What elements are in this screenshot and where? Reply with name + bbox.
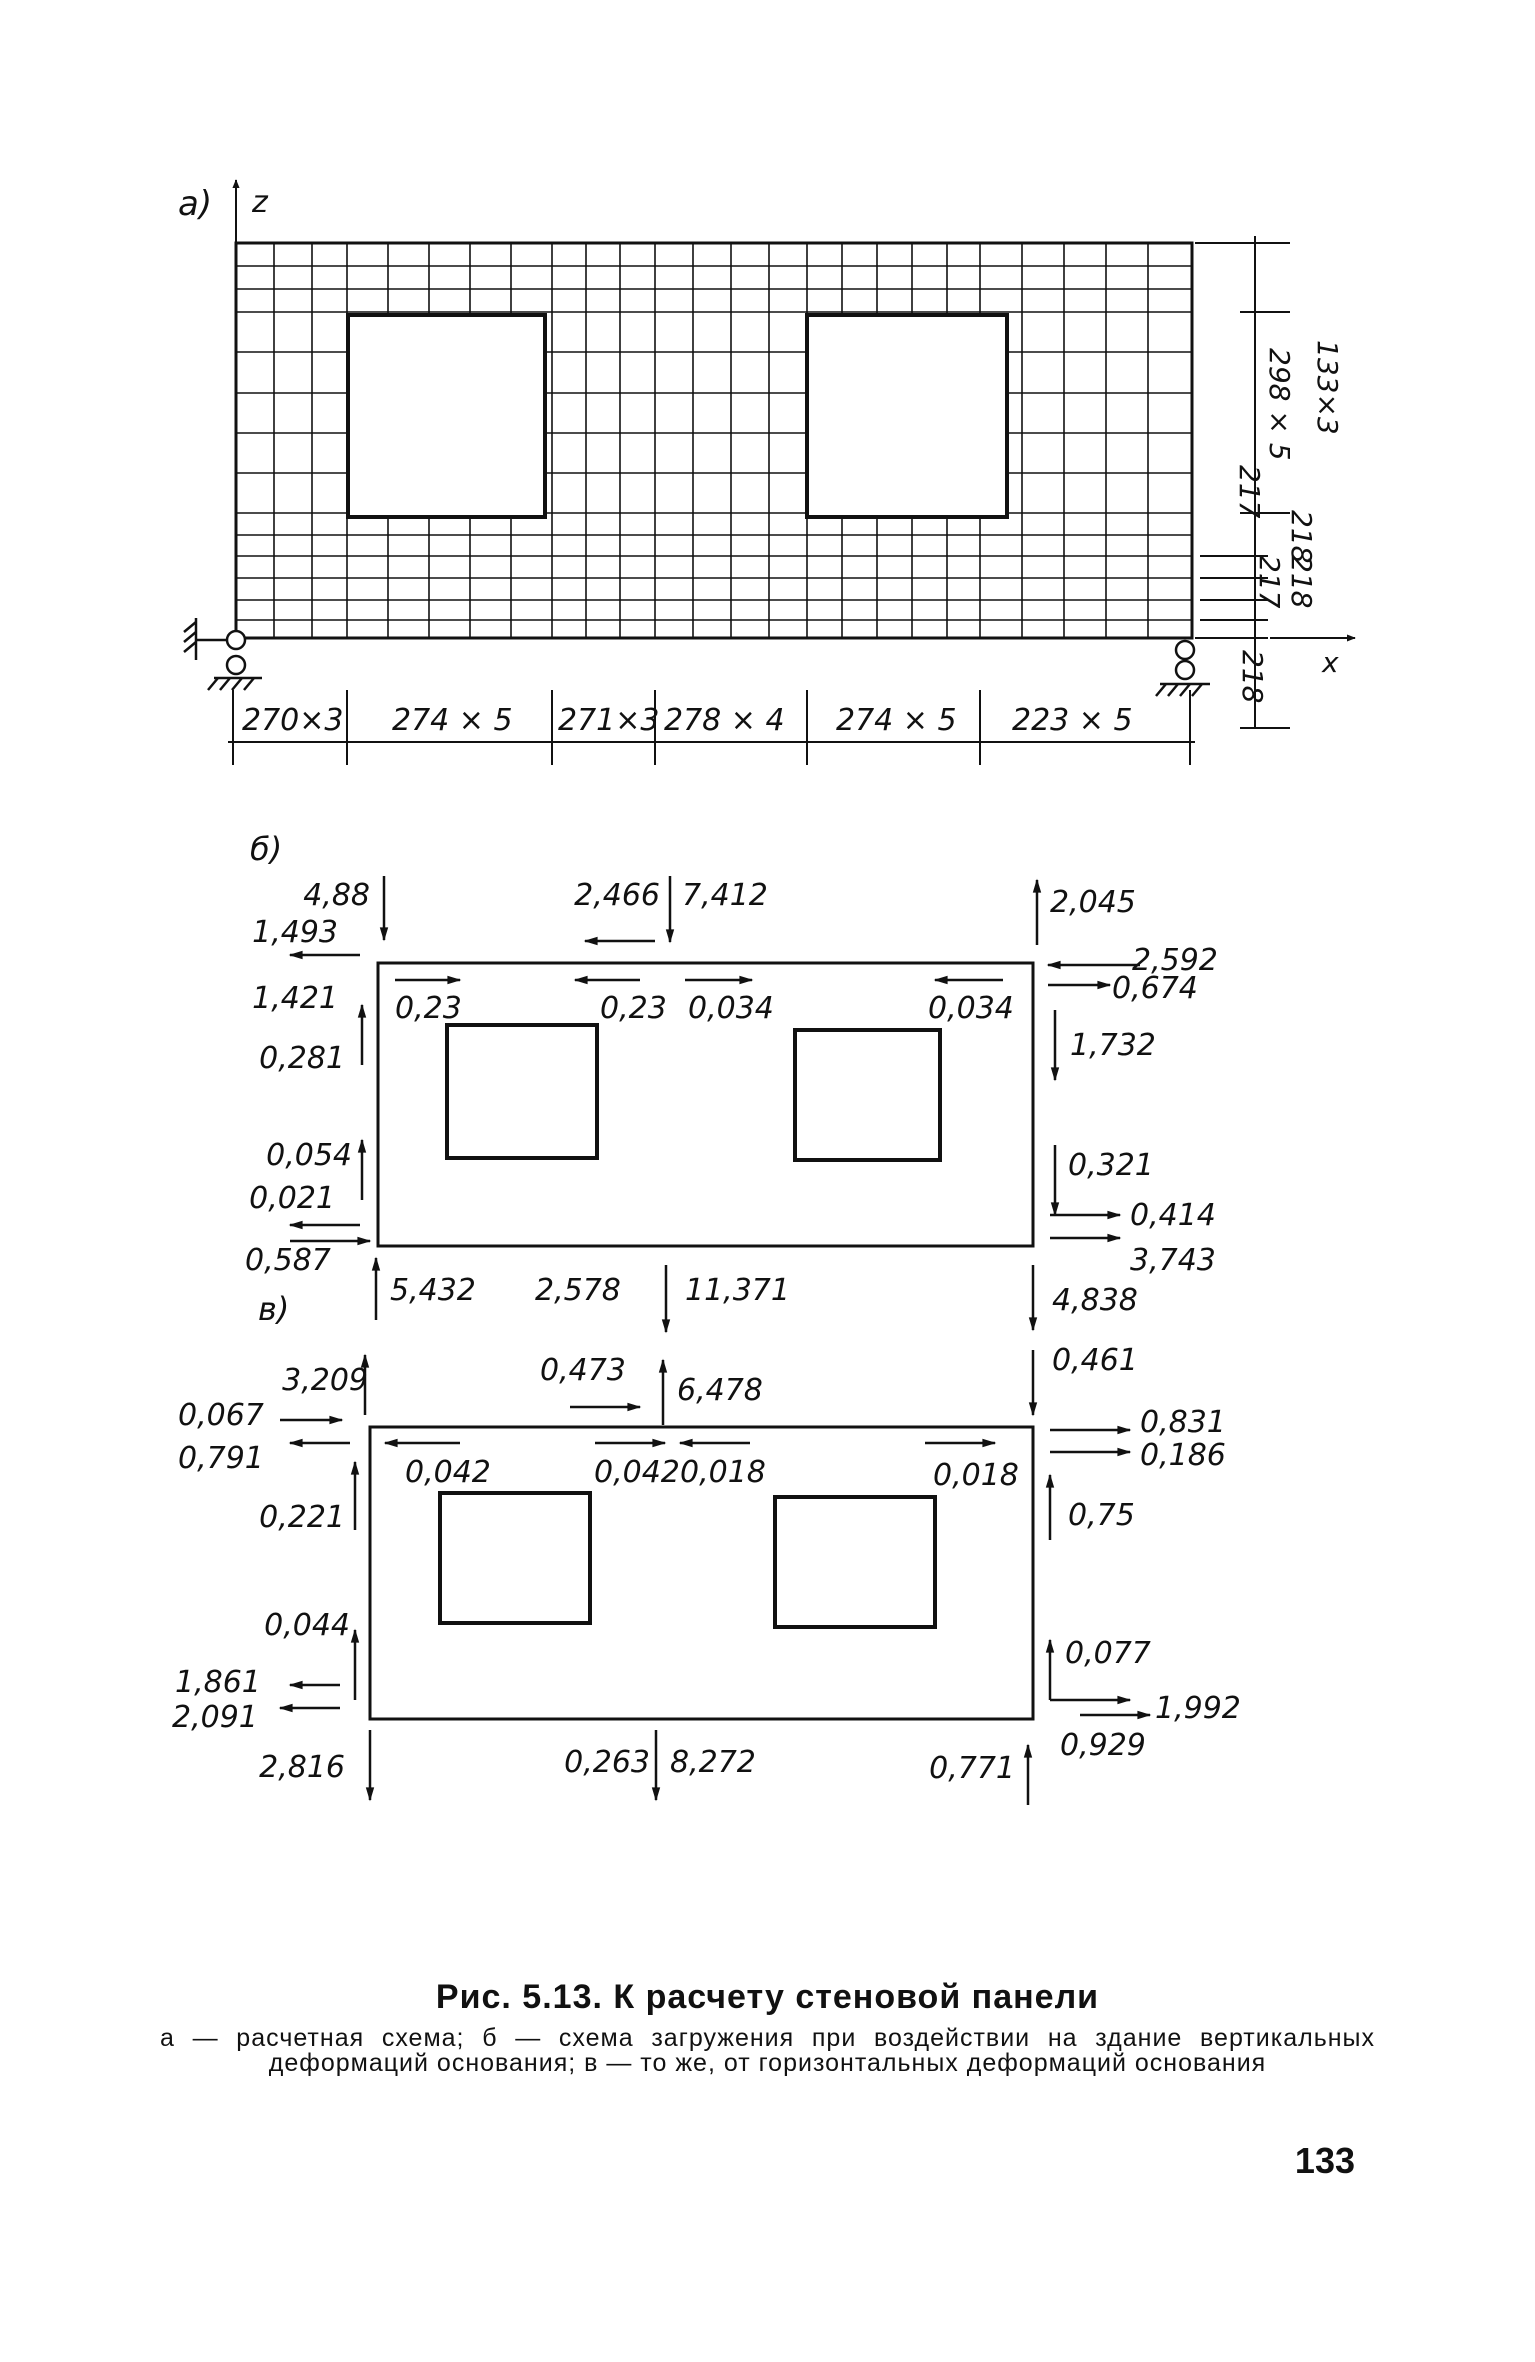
dim-bottom-3: 271×3 [558, 703, 660, 738]
load-value-label: 5,432 [390, 1273, 476, 1308]
load-value-label: 0,021 [249, 1181, 335, 1216]
load-value-label: 1,421 [252, 981, 338, 1016]
right-support [1156, 641, 1210, 696]
load-value-label: 3,209 [282, 1363, 368, 1398]
load-value-label: 0,674 [1112, 971, 1198, 1006]
dim-right-6: 218 [1285, 555, 1318, 609]
load-value-label: 0,067 [178, 1398, 264, 1433]
panel-a-label: а) [178, 184, 213, 224]
load-value-label: 2,592 [1132, 943, 1218, 978]
load-value-label: 0,034 [688, 991, 774, 1026]
load-value-label: 0,414 [1130, 1198, 1216, 1233]
panel-c-label: в) [258, 1290, 290, 1328]
dim-bottom-6: 223 × 5 [1012, 703, 1133, 738]
load-value-label: 0,018 [933, 1458, 1019, 1493]
load-value-label: 0,042 [405, 1455, 491, 1490]
load-value-label: 2,045 [1050, 885, 1136, 920]
panel-c [172, 1290, 1241, 1805]
dim-right-1: 133×3 [1311, 340, 1344, 435]
load-value-label: 0,791 [178, 1441, 264, 1476]
load-value-label: 0,473 [540, 1353, 626, 1388]
load-value-label: 0,461 [1052, 1343, 1138, 1378]
load-value-label: 0,221 [259, 1500, 345, 1535]
dim-right-2: 298 × 5 [1263, 348, 1296, 461]
dim-bottom-4: 278 × 4 [664, 703, 785, 738]
load-value-label: 4,838 [1052, 1283, 1138, 1318]
panel-a [178, 180, 1355, 765]
load-value-label: 0,75 [1068, 1498, 1135, 1533]
dim-right-3: 217 [1233, 465, 1266, 519]
axis-x-label: x [1322, 646, 1339, 679]
panel-b-label: б) [250, 830, 283, 868]
load-value-label: 0,263 [564, 1745, 650, 1780]
load-value-label: 0,077 [1065, 1636, 1151, 1671]
load-value-label: 0,23 [600, 991, 667, 1026]
figure-caption-title: Рис. 5.13. К расчету стеновой панели [435, 1978, 1100, 2016]
load-value-label: 2,578 [535, 1273, 621, 1308]
load-value-label: 0,186 [1140, 1438, 1226, 1473]
load-value-label: 0,831 [1140, 1405, 1226, 1440]
figure-caption-text: а — расчетная схема; б — схема загружения при воздействии на здание вертикальных деформаций основания; в — то же, от горизонтальных деформаций основания [160, 2024, 1375, 2077]
axis-z-label: z [252, 185, 268, 220]
load-value-label: 4,88 [303, 878, 370, 913]
load-value-label: 1,732 [1070, 1028, 1156, 1063]
load-value-label: 0,587 [245, 1243, 331, 1278]
dim-right-7: 218 [1236, 650, 1269, 704]
load-value-label: 3,743 [1130, 1243, 1216, 1278]
dim-right-4: 218 [1285, 510, 1318, 564]
load-value-label: 6,478 [677, 1373, 763, 1408]
load-value-label: 8,272 [670, 1745, 756, 1780]
panel-c-window-right [775, 1497, 935, 1627]
load-value-label: 0,054 [266, 1138, 352, 1173]
load-value-label: 11,371 [685, 1273, 790, 1308]
panel-b-window-right [795, 1030, 940, 1160]
load-value-label: 2,091 [172, 1700, 258, 1735]
dim-bottom-5: 274 × 5 [836, 703, 957, 738]
load-value-label: 2,816 [259, 1750, 345, 1785]
load-value-label: 0,771 [929, 1751, 1015, 1786]
load-value-label: 2,466 [574, 878, 660, 913]
load-value-label: 0,018 [680, 1455, 766, 1490]
panel-c-window-left [440, 1493, 590, 1623]
load-value-label: 1,493 [252, 915, 338, 950]
load-value-label: 7,412 [682, 878, 768, 913]
window-opening-right [807, 315, 1007, 517]
load-value-label: 0,929 [1060, 1728, 1146, 1763]
panel-b [245, 830, 1218, 1332]
load-value-label: 0,23 [395, 991, 462, 1026]
panel-b-window-left [447, 1025, 597, 1158]
left-support [184, 618, 262, 690]
load-value-label: 0,034 [928, 991, 1014, 1026]
window-opening-left [348, 315, 545, 517]
dim-right-5: 217 [1253, 555, 1286, 609]
load-value-label: 0,281 [259, 1041, 345, 1076]
dim-bottom-2: 274 × 5 [392, 703, 513, 738]
load-value-label: 0,044 [264, 1608, 350, 1643]
load-value-label: 0,321 [1068, 1148, 1154, 1183]
load-value-label: 1,861 [175, 1665, 261, 1700]
load-value-label: 0,042 [594, 1455, 680, 1490]
dim-bottom-1: 270×3 [242, 703, 344, 738]
load-value-label: 1,992 [1155, 1691, 1241, 1726]
page-number: 133 [1294, 2140, 1355, 2181]
